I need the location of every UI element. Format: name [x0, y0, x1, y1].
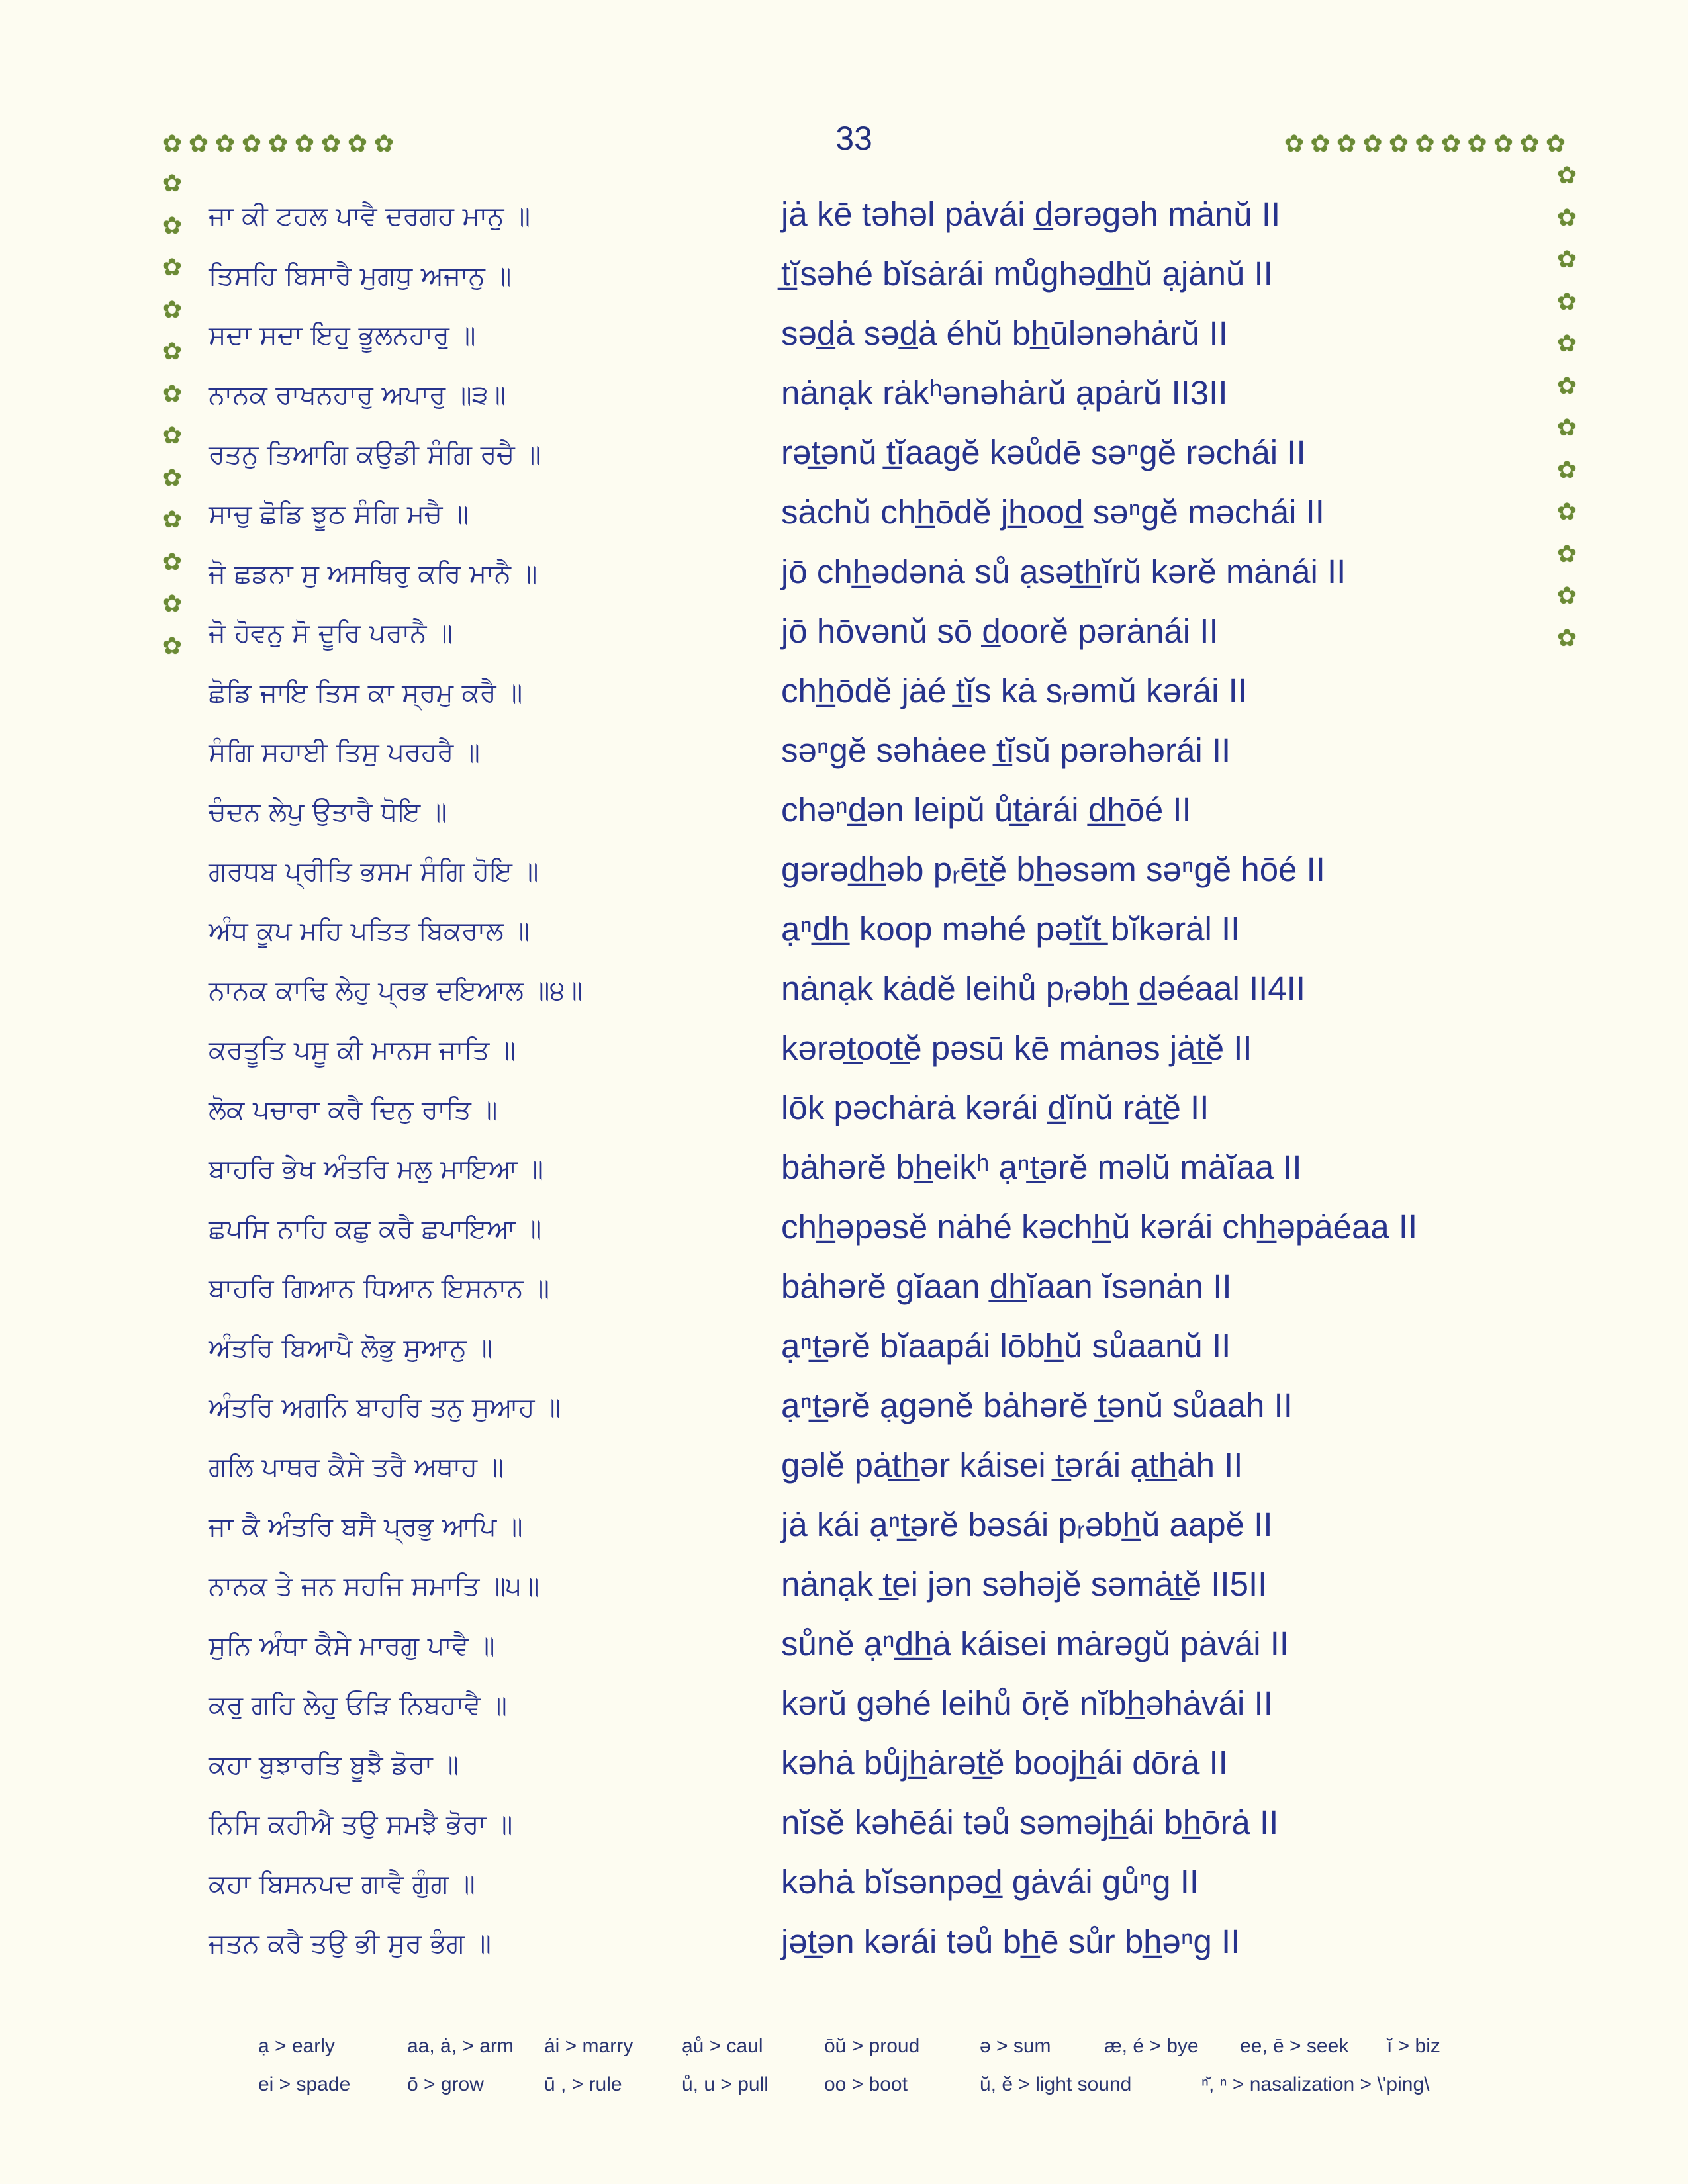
transliteration-text: jȧ kái ạⁿt̲ərĕ bəsái pᵣəbh̲ŭ aapĕ II: [781, 1506, 1273, 1543]
pronunciation-legend: [0, 2028, 1688, 2128]
flower-ornament-icon: ✿: [1556, 372, 1577, 400]
gurmukhi-text: ਜੋ ਹੋਵਨੁ ਸੋ ਦੂਰਿ ਪਰਾਨੈ ॥: [209, 618, 453, 649]
verse-line: [0, 1800, 1688, 1860]
transliteration-text: jō chh̲ədənȧ sů ạsət̲h̲ĭrŭ kərĕ mȧnái II: [781, 553, 1346, 590]
verse-line: [0, 251, 1688, 311]
flower-ornament-icon: ✿: [320, 130, 342, 158]
flower-ornament-icon: ✿: [1556, 582, 1577, 610]
transliteration-text: kərət̲oot̲ĕ pəsū kē mȧnəs jȧt̲ĕ II: [781, 1029, 1252, 1067]
flower-ornament-icon: ✿: [1556, 246, 1577, 273]
transliteration-text: səd̲ȧ səd̲ȧ éhŭ bh̲ūlənəhȧrŭ II: [781, 314, 1228, 352]
flower-ornament-icon: ✿: [1556, 330, 1577, 357]
verse-line: [0, 549, 1688, 609]
verse-line: [0, 311, 1688, 371]
legend-item: aa, ȧ, > arm: [407, 2035, 514, 2057]
transliteration-text: kərŭ gəhé leihů ōṛĕ nĭbh̲əhȧvái II: [781, 1684, 1273, 1722]
flower-ornament-icon: ✿: [162, 506, 183, 533]
flower-ornament-icon: ✿: [1467, 130, 1487, 158]
flower-ornament-icon: ✿: [373, 130, 395, 158]
transliteration-text: nȧnạk rȧkʰənəhȧrŭ ạpȧrŭ II3II: [781, 374, 1228, 412]
gurmukhi-text: ਲੋਕ ਪਚਾਰਾ ਕਰੈ ਦਿਨੁ ਰਾਤਿ ॥: [209, 1095, 498, 1125]
transliteration-text: chh̲əpəsĕ nȧhé kəchh̲ŭ kərái chh̲əpȧéaa II: [781, 1208, 1418, 1246]
transliteration-text: ạⁿt̲ərĕ bĭaapái lōbh̲ŭ sůaanŭ II: [781, 1327, 1231, 1365]
transliteration-text: nȧnạk kȧdĕ leihů pᵣəbh̲ d̲əéaal II4II: [781, 970, 1306, 1007]
transliteration-text: səⁿgĕ səhȧee t̲ĭsŭ pərəhərái II: [781, 731, 1231, 769]
legend-item: ŭ, ĕ > light sound: [980, 2073, 1132, 2095]
gurmukhi-text: ਰਤਨੁ ਤਿਆਗਿ ਕਉਡੀ ਸੰਗਿ ਰਚੈ ॥: [209, 439, 541, 470]
page-number: 33: [835, 120, 872, 157]
flower-ornament-icon: ✿: [162, 464, 183, 492]
gurmukhi-text: ਛਪਸਿ ਨਾਹਿ ਕਛੁ ਕਰੈ ਛਪਾਇਆ ॥: [209, 1214, 542, 1244]
legend-item: ⁿ̆, ⁿ > nasalization > \'ping\: [1201, 2073, 1430, 2095]
flower-ornament-icon: ✿: [162, 212, 183, 240]
flower-ornament-icon: ✿: [1493, 130, 1514, 158]
legend-item: ei > spade: [258, 2073, 351, 2095]
transliteration-text: kəhȧ bůjh̲ȧrət̲ĕ boojh̲ái dōrȧ II: [781, 1744, 1228, 1782]
gurmukhi-text: ਕਰੁ ਗਹਿ ਲੇਹੁ ਓੜਿ ਨਿਬਹਾਵੈ ॥: [209, 1690, 508, 1721]
flower-ornament-icon: ✿: [162, 422, 183, 449]
legend-item: ū , > rule: [544, 2073, 622, 2095]
transliteration-text: chh̲ōdĕ jȧé t̲ĭs kȧ sᵣəmŭ kərái II: [781, 672, 1247, 709]
gurmukhi-text: ਨਾਨਕ ਰਾਖਨਹਾਰੁ ਅਪਾਰੁ ॥੩॥: [209, 380, 506, 410]
transliteration-text: jət̲ən kərái təů bh̲ē sůr bh̲əⁿg II: [781, 1923, 1241, 1960]
flower-ornament-icon: ✿: [162, 170, 183, 197]
legend-item: ů, u > pull: [682, 2073, 769, 2095]
verse-line: [0, 1205, 1688, 1264]
verse-line: [0, 1145, 1688, 1205]
verse-line: [0, 1741, 1688, 1800]
gurmukhi-text: ਬਾਹਰਿ ਗਿਆਨ ਧਿਆਨ ਇਸਨਾਨ ॥: [209, 1273, 550, 1304]
gurmukhi-text: ਅੰਤਰਿ ਬਿਆਪੈ ਲੋਭੁ ਸੁਆਨੁ ॥: [209, 1333, 493, 1363]
flower-ornament-icon: ✿: [1519, 130, 1540, 158]
verse-line: [0, 192, 1688, 251]
flower-ornament-icon: ✿: [1310, 130, 1331, 158]
verse-line: [0, 1443, 1688, 1502]
flower-ornament-icon: ✿: [1556, 204, 1577, 232]
gurmukhi-text: ਸਦਾ ਸਦਾ ਇਹੁ ਭੂਲਨਹਾਰੁ ॥: [209, 320, 476, 351]
flower-ornament-icon: ✿: [162, 548, 183, 576]
flower-ornament-icon: ✿: [1362, 130, 1383, 158]
transliteration-text: jō hōvənŭ sō d̲oorĕ pərȧnái II: [781, 612, 1219, 650]
flower-ornament-icon: ✿: [162, 254, 183, 281]
legend-item: ạů > caul: [682, 2035, 763, 2057]
legend-item: ə > sum: [980, 2035, 1051, 2057]
legend-item: ee, ē > seek: [1240, 2035, 1349, 2057]
flower-ornament-icon: ✿: [294, 130, 315, 158]
flower-ornament-icon: ✿: [162, 338, 183, 365]
gurmukhi-text: ਚੰਦਨ ਲੇਪੁ ਉਤਾਰੈ ਧੋਇ ॥: [209, 797, 447, 827]
gurmukhi-text: ਜੋ ਛਡਨਾ ਸੁ ਅਸਥਿਰੁ ਕਰਿ ਮਾਨੈ ॥: [209, 559, 538, 589]
flower-ornament-icon: ✿: [162, 590, 183, 617]
transliteration-text: nȧnạk t̲ei jən səhəjĕ səmȧt̲ĕ II5II: [781, 1565, 1268, 1603]
verse-line: [0, 907, 1688, 966]
verse-line: [0, 430, 1688, 490]
flower-ornament-icon: ✿: [1388, 130, 1409, 158]
verse-line: [0, 1264, 1688, 1324]
gurmukhi-text: ਨਿਸਿ ਕਹੀਐ ਤਉ ਸਮਝੈ ਭੋਰਾ ॥: [209, 1809, 513, 1840]
flower-ornament-icon: ✿: [347, 130, 368, 158]
verse-line: [0, 788, 1688, 847]
verse-line: [0, 847, 1688, 907]
gurmukhi-text: ਜਤਨ ਕਰੈ ਤਉ ਭੀ ਸੁਰ ਭੰਗ ॥: [209, 1929, 491, 1959]
flower-ornament-icon: ✿: [1440, 130, 1462, 158]
flower-ornament-icon: ✿: [1556, 288, 1577, 316]
transliteration-text: bȧhərĕ bh̲eikʰ ạⁿt̲ərĕ məlŭ mȧĭaa II: [781, 1148, 1302, 1186]
verse-line: [0, 1026, 1688, 1085]
transliteration-text: sȧchŭ chh̲ōdĕ jh̲ood̲ səⁿgĕ məchái II: [781, 493, 1325, 531]
verse-line: [0, 1085, 1688, 1145]
verse-line: [0, 609, 1688, 668]
transliteration-text: chəⁿd̲ən leipŭ ůt̲ȧrái d̲h̲ōé II: [781, 791, 1192, 829]
flower-ornament-icon: ✿: [1545, 130, 1566, 158]
verse-line: [0, 1919, 1688, 1979]
legend-item: ái > marry: [544, 2035, 633, 2057]
transliteration-text: lōk pəchȧrȧ kərái d̲ĭnŭ rȧt̲ĕ II: [781, 1089, 1209, 1126]
verse-line: [0, 1502, 1688, 1562]
flower-ornament-icon: ✿: [1284, 130, 1305, 158]
transliteration-text: gərəd̲h̲əb pᵣēt̲ĕ bh̲əsəm səⁿgĕ hōé II: [781, 850, 1325, 888]
legend-item: ạ > early: [258, 2035, 335, 2057]
transliteration-text: ạⁿt̲ərĕ ạgənĕ bȧhərĕ t̲ənŭ sůaah II: [781, 1387, 1293, 1424]
transliteration-text: gəlĕ pȧt̲h̲ər káisei t̲ərái ạt̲h̲ȧh II: [781, 1446, 1243, 1484]
gurmukhi-text: ਕਹਾ ਬੁਝਾਰਤਿ ਬੂਝੈ ਡੋਰਾ ॥: [209, 1750, 459, 1780]
transliteration-text: ạⁿd̲h̲ koop məhé pət̲ĭt̲ bĭkərȧl II: [781, 910, 1241, 948]
flower-ornament-icon: ✿: [1336, 130, 1357, 158]
verse-line: [0, 1324, 1688, 1383]
flower-ornament-icon: ✿: [188, 130, 209, 158]
verse-line: [0, 1383, 1688, 1443]
gurmukhi-text: ਕਰਤੂਤਿ ਪਸੂ ਕੀ ਮਾਨਸ ਜਾਤਿ ॥: [209, 1035, 516, 1066]
gurmukhi-text: ਅੰਤਰਿ ਅਗਨਿ ਬਾਹਰਿ ਤਨੁ ਸੁਆਹ ॥: [209, 1392, 561, 1423]
gurmukhi-text: ਛੋਡਿ ਜਾਇ ਤਿਸ ਕਾ ਸ੍ਰਮੁ ਕਰੈ ॥: [209, 678, 523, 708]
gurmukhi-text: ਸੁਨਿ ਅੰਧਾ ਕੈਸੇ ਮਾਰਗੁ ਪਾਵੈ ॥: [209, 1631, 495, 1661]
transliteration-text: kəhȧ bĭsənpəd̲ gȧvái gůⁿg II: [781, 1863, 1199, 1901]
verse-line: [0, 1621, 1688, 1681]
flower-ornament-icon: ✿: [1556, 540, 1577, 568]
legend-item: ōŭ > proud: [824, 2035, 920, 2057]
transliteration-text: jȧ kē təhəl pȧvái d̲ərəgəh mȧnŭ II: [781, 195, 1281, 233]
verse-line: [0, 490, 1688, 549]
flower-ornament-icon: ✿: [162, 130, 183, 158]
verse-line: [0, 1562, 1688, 1621]
gurmukhi-text: ਬਾਹਰਿ ਭੇਖ ਅੰਤਰਿ ਮਲੁ ਮਾਇਆ ॥: [209, 1154, 544, 1185]
transliteration-text: bȧhərĕ gĭaan d̲h̲ĭaan ĭsənȧn II: [781, 1267, 1232, 1305]
flower-ornament-icon: ✿: [267, 130, 289, 158]
flower-ornament-icon: ✿: [1556, 162, 1577, 189]
verse-line: [0, 371, 1688, 430]
gurmukhi-text: ਗਲਿ ਪਾਥਰ ਕੈਸੇ ਤਰੈ ਅਥਾਹ ॥: [209, 1452, 504, 1482]
verse-line: [0, 1860, 1688, 1919]
gurmukhi-text: ਸਾਚੁ ਛੋਡਿ ਝੂਠ ਸੰਗਿ ਮਚੈ ॥: [209, 499, 469, 529]
flower-ornament-icon: ✿: [1415, 130, 1435, 158]
gurmukhi-text: ਕਹਾ ਬਿਸਨਪਦ ਗਾਵੈ ਗੁੰਗ ॥: [209, 1869, 475, 1899]
flower-ornament-icon: ✿: [241, 130, 262, 158]
gurmukhi-text: ਜਾ ਕੈ ਅੰਤਰਿ ਬਸੈ ਪ੍ਰਭੁ ਆਪਿ ॥: [209, 1512, 523, 1542]
flower-ornament-icon: ✿: [1556, 498, 1577, 525]
transliteration-text: rət̲ənŭ t̲ĭaagĕ kəůdē səⁿgĕ rəchái II: [781, 433, 1306, 471]
flower-ornament-icon: ✿: [1556, 624, 1577, 652]
flower-ornament-icon: ✿: [162, 632, 183, 660]
verse-line: [0, 728, 1688, 788]
gurmukhi-text: ਜਾ ਕੀ ਟਹਲ ਪਾਵੈ ਦਰਗਹ ਮਾਨੁ ॥: [209, 201, 531, 232]
gurmukhi-text: ਨਾਨਕ ਕਾਢਿ ਲੇਹੁ ਪ੍ਰਭ ਦਇਆਲ ॥੪॥: [209, 976, 583, 1006]
gurmukhi-text: ਨਾਨਕ ਤੇ ਜਨ ਸਹਜਿ ਸਮਾਤਿ ॥੫॥: [209, 1571, 539, 1602]
verse-line: [0, 668, 1688, 728]
flower-ornament-icon: ✿: [162, 296, 183, 324]
gurmukhi-text: ਤਿਸਹਿ ਬਿਸਾਰੈ ਮੁਗਧੁ ਅਜਾਨੁ ॥: [209, 261, 512, 291]
flower-ornament-icon: ✿: [214, 130, 236, 158]
legend-item: oo > boot: [824, 2073, 908, 2095]
verse-line: [0, 966, 1688, 1026]
transliteration-text: nĭsĕ kəhēái təů səməjh̲ái bh̲ōrȧ II: [781, 1803, 1279, 1841]
transliteration-text: t̲ĭsəhé bĭsȧrái mů̆ghəd̲h̲ŭ ạjȧnŭ II: [781, 255, 1273, 293]
flower-ornament-icon: ✿: [1556, 456, 1577, 484]
flower-ornament-icon: ✿: [162, 380, 183, 408]
gurmukhi-text: ਸੰਗਿ ਸਹਾਈ ਤਿਸੁ ਪਰਹਰੈ ॥: [209, 737, 481, 768]
legend-item: æ, é > bye: [1104, 2035, 1199, 2057]
legend-item: ō > grow: [407, 2073, 484, 2095]
gurmukhi-text: ਗਰਧਬ ਪ੍ਰੀਤਿ ਭਸਮ ਸੰਗਿ ਹੋਇ ॥: [209, 856, 539, 887]
gurmukhi-text: ਅੰਧ ਕੂਪ ਮਹਿ ਪਤਿਤ ਬਿਕਰਾਲ ॥: [209, 916, 530, 946]
legend-item: ĭ > biz: [1387, 2035, 1440, 2057]
flower-ornament-icon: ✿: [1556, 414, 1577, 441]
verse-line: [0, 1681, 1688, 1741]
transliteration-text: sůnĕ ạⁿd̲h̲ȧ káisei mȧrəgŭ pȧvái II: [781, 1625, 1289, 1662]
